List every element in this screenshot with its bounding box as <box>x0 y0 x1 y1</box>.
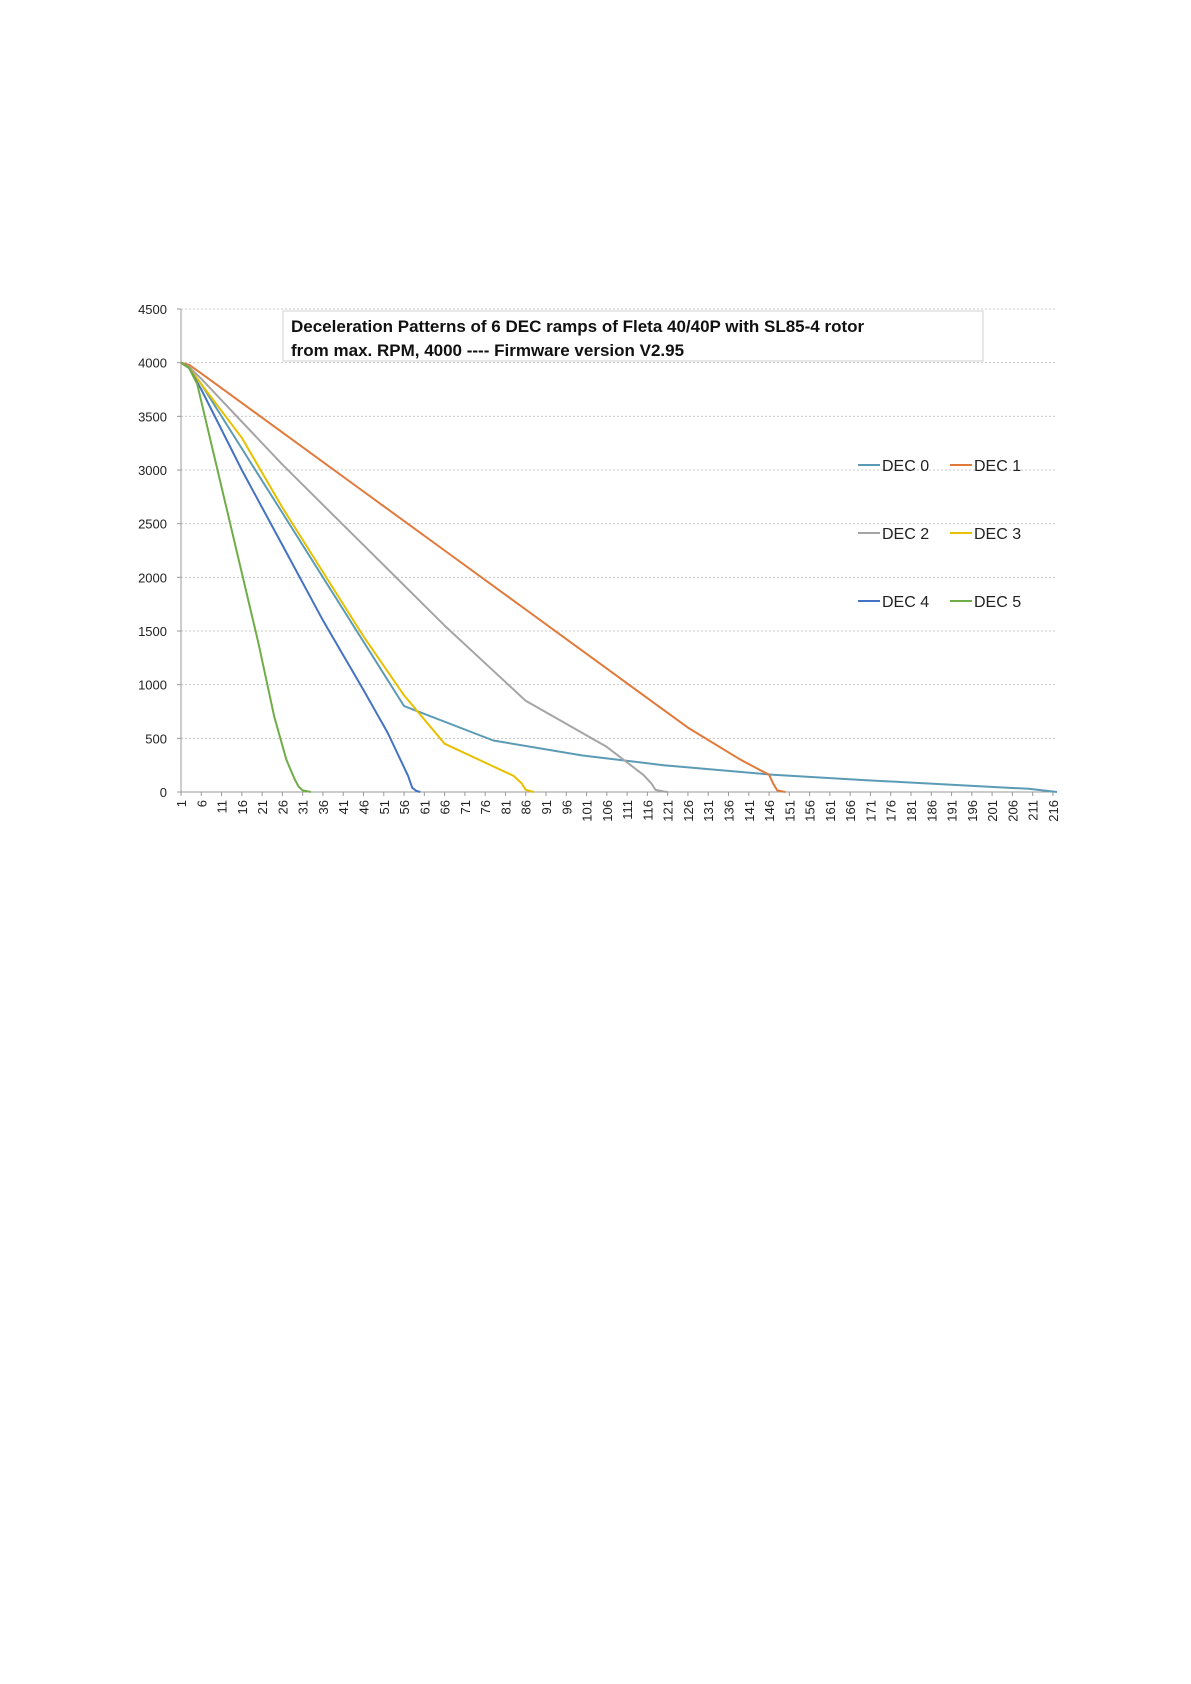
x-tick-label: 166 <box>843 800 859 822</box>
y-tick-label: 2000 <box>138 570 167 586</box>
y-tick-label: 4000 <box>138 355 167 371</box>
y-tick-label: 1000 <box>138 677 167 693</box>
y-tick-label: 4500 <box>138 302 167 317</box>
x-tick-label: 181 <box>904 800 919 822</box>
y-tick-label: 1500 <box>138 624 167 639</box>
y-tick-label: 2500 <box>138 516 167 532</box>
x-tick-label: 26 <box>275 800 291 815</box>
x-tick-label: 161 <box>822 800 838 822</box>
chart-title-line-1: Deceleration Patterns of 6 DEC ramps of Fleta 40/40P with SL85-4 rotor <box>291 317 865 336</box>
x-tick-label: 111 <box>620 800 636 820</box>
x-tick-label: 21 <box>255 800 271 815</box>
x-tick-label: 51 <box>376 800 392 815</box>
x-tick-label: 81 <box>498 800 514 815</box>
x-tick-label: 106 <box>599 800 615 822</box>
x-tick-label: 141 <box>741 800 757 822</box>
x-tick-label: 156 <box>802 800 818 822</box>
x-tick-label: 196 <box>964 800 980 822</box>
x-tick-label: 11 <box>214 800 230 814</box>
x-tick-label: 151 <box>782 800 798 822</box>
legend <box>858 458 1021 611</box>
x-tick-label: 76 <box>478 800 494 815</box>
x-tick-label: 1 <box>174 800 189 808</box>
x-tick-label: 191 <box>944 800 960 822</box>
chart-title-box <box>283 311 983 361</box>
x-tick-label: 91 <box>539 800 554 815</box>
legend-label: DEC 5 <box>974 594 1022 611</box>
x-tick-label: 101 <box>579 800 595 822</box>
legend-label: DEC 0 <box>882 458 930 475</box>
x-tick-label: 121 <box>660 800 676 822</box>
x-tick-label: 136 <box>721 800 737 822</box>
x-tick-label: 46 <box>356 800 372 815</box>
legend-label: DEC 3 <box>974 526 1022 543</box>
legend-label: DEC 2 <box>882 526 930 543</box>
x-tick-labels <box>174 800 1061 822</box>
y-tick-label: 3000 <box>138 463 167 478</box>
x-tick-label: 216 <box>1045 800 1061 822</box>
x-tick-label: 6 <box>194 800 210 808</box>
x-tick-label: 186 <box>924 800 940 822</box>
chart-title-line-2: from max. RPM, 4000 ---- Firmware version V2.95 <box>291 341 685 360</box>
x-tick-label: 61 <box>417 800 433 815</box>
x-tick-label: 66 <box>437 800 453 815</box>
x-tick-label: 211 <box>1025 800 1041 821</box>
x-tick-label: 86 <box>518 800 534 815</box>
x-tick-label: 96 <box>559 800 575 815</box>
x-tick-label: 56 <box>397 800 413 815</box>
gridlines <box>181 309 1057 738</box>
x-tick-label: 31 <box>295 800 311 815</box>
y-tick-labels <box>138 302 167 800</box>
x-tick-label: 131 <box>701 800 717 822</box>
x-tick-label: 146 <box>762 800 778 822</box>
y-tick-label: 0 <box>159 785 167 800</box>
x-tick-label: 16 <box>234 800 250 815</box>
series-line-dec-4 <box>181 363 420 792</box>
x-tick-label: 171 <box>863 800 879 822</box>
axes <box>177 309 1057 796</box>
x-tick-label: 36 <box>315 800 331 815</box>
x-tick-label: 116 <box>640 800 656 821</box>
x-tick-label: 126 <box>680 800 696 822</box>
y-tick-label: 500 <box>145 731 167 747</box>
legend-label: DEC 4 <box>882 594 930 611</box>
y-tick-label: 3500 <box>138 409 167 425</box>
x-tick-label: 201 <box>985 800 1001 822</box>
x-tick-label: 41 <box>336 800 352 815</box>
x-tick-label: 206 <box>1005 800 1021 822</box>
legend-label: DEC 1 <box>974 458 1022 475</box>
x-tick-label: 71 <box>457 800 473 815</box>
x-tick-label: 176 <box>883 800 899 822</box>
